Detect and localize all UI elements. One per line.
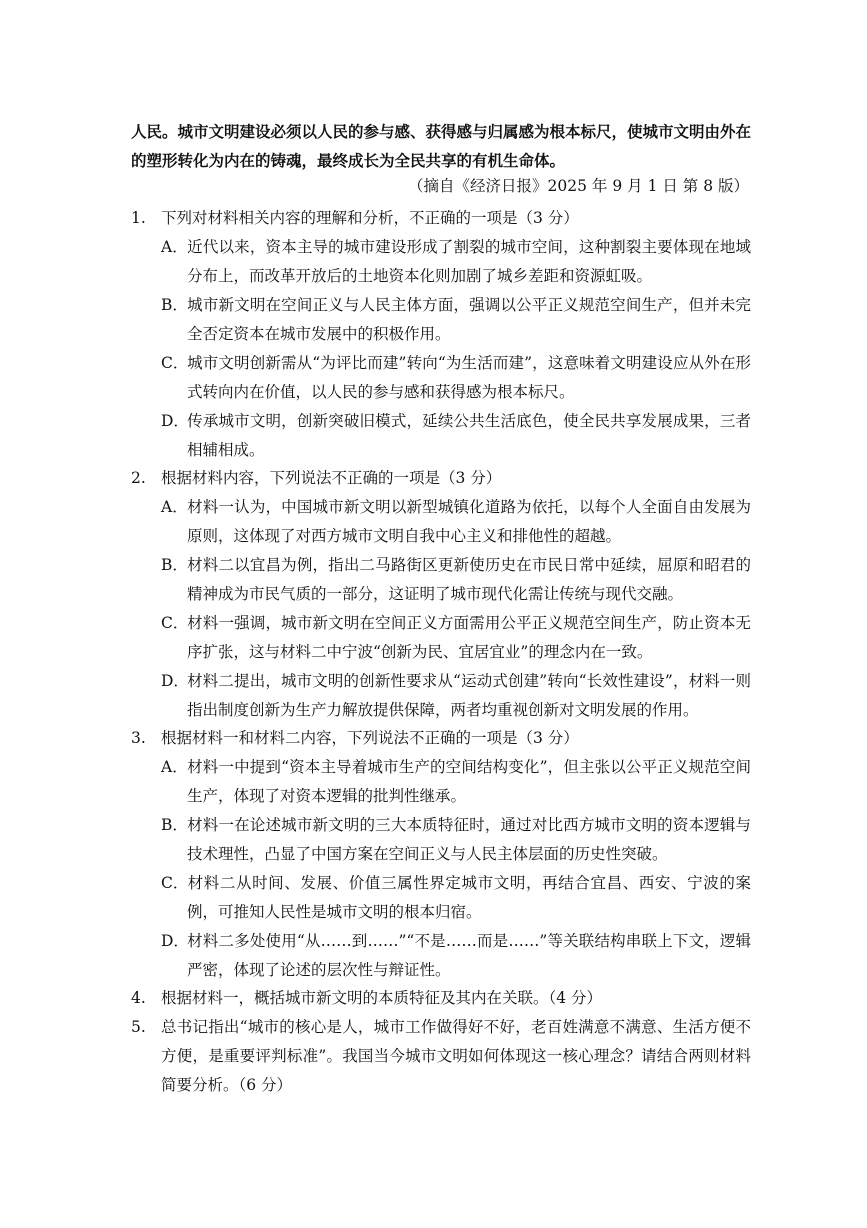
question-stem: 根据材料内容，下列说法不正确的一项是（3 分） bbox=[161, 469, 502, 487]
option-text: 近代以来，资本主导的城市建设形成了割裂的城市空间，这种割裂主要体现在地域分布上，而改革开放后的土地资本化则加剧了城乡差距和资源虹吸。 bbox=[187, 238, 751, 285]
option-letter: A． bbox=[161, 758, 188, 776]
option-text: 城市文明创新需从“为评比而建”转向“为生活而建”，这意味着文明建设应从外在形式转向内在价值，以人民的参与感和获得感为根本标尺。 bbox=[187, 354, 751, 401]
option-text: 材料二以宜昌为例，指出二马路街区更新使历史在市民日常中延续，屈原和昭君的精神成为市民气质的一部分，这证明了城市现代化需让传统与现代交融。 bbox=[187, 556, 751, 603]
option-c bbox=[161, 869, 751, 927]
question-3 bbox=[131, 724, 751, 985]
option-letter: A． bbox=[161, 238, 188, 256]
option-d bbox=[161, 407, 751, 465]
question-5 bbox=[131, 1013, 751, 1100]
option-letter: D． bbox=[161, 932, 189, 950]
option-letter: C． bbox=[161, 874, 189, 892]
source-citation: （摘自《经济日报》2025 年 9 月 1 日 第 8 版） bbox=[408, 177, 749, 195]
option-text: 材料一认为，中国城市新文明以新型城镇化道路为依托，以每个人全面自由发展为原则，这体现了对西方城市文明自我中心主义和排他性的超越。 bbox=[187, 498, 751, 545]
question-stem: 根据材料一，概括城市新文明的本质特征及其内在关联。（4 分） bbox=[161, 989, 603, 1007]
option-letter: D． bbox=[161, 412, 189, 430]
question-number: 2. bbox=[131, 469, 146, 487]
option-b bbox=[161, 551, 751, 609]
question-number: 1. bbox=[131, 209, 146, 227]
option-c bbox=[161, 609, 751, 667]
option-c bbox=[161, 349, 751, 407]
option-b bbox=[161, 811, 751, 869]
option-letter: B． bbox=[161, 816, 188, 834]
option-letter: B． bbox=[161, 296, 188, 314]
question-1 bbox=[131, 204, 751, 465]
option-letter: B． bbox=[161, 556, 188, 574]
question-2 bbox=[131, 464, 751, 725]
option-letter: A． bbox=[161, 498, 188, 516]
option-text: 材料二提出，城市文明的创新性要求从“运动式创建”转向“长效性建设”，材料一则指出制度创新为生产力解放提供保障，两者均重视创新对文明发展的作用。 bbox=[187, 672, 751, 719]
passage-text: 人民。城市文明建设必须以人民的参与感、获得感与归属感为根本标尺，使城市文明由外在的塑形转化为内在的铸魂，最终成长为全民共享的有机生命体。 bbox=[131, 123, 752, 170]
option-d bbox=[161, 927, 751, 985]
option-text: 材料一在论述城市新文明的三大本质特征时，通过对比西方城市文明的资本逻辑与技术理性，凸显了中国方案在空间正义与人民主体层面的历史性突破。 bbox=[187, 816, 751, 863]
passage-tail bbox=[131, 118, 751, 176]
question-number: 4. bbox=[131, 989, 146, 1007]
question-4 bbox=[131, 984, 751, 1013]
question-number: 5. bbox=[131, 1018, 146, 1036]
option-text: 材料二多处使用“从……到……”“不是……而是……”等关联结构串联上下文，逻辑严密，体现了论述的层次性与辩证性。 bbox=[187, 932, 751, 979]
option-letter: D． bbox=[161, 672, 189, 690]
option-text: 材料二从时间、发展、价值三属性界定城市文明，再结合宜昌、西安、宁波的案例，可推知人民性是城市文明的根本归宿。 bbox=[187, 874, 751, 921]
question-stem: 下列对材料相关内容的理解和分析，不正确的一项是（3 分） bbox=[161, 209, 579, 227]
option-a bbox=[161, 493, 751, 551]
option-text: 传承城市文明，创新突破旧模式，延续公共生活底色，使全民共享发展成果，三者相辅相成。 bbox=[187, 412, 751, 459]
option-text: 城市新文明在空间正义与人民主体方面，强调以公平正义规范空间生产，但并未完全否定资本在城市发展中的积极作用。 bbox=[187, 296, 751, 343]
question-stem: 总书记指出“城市的核心是人，城市工作做得好不好，老百姓满意不满意、生活方便不方便，是重要评判标准”。我国当今城市文明如何体现这一核心理念？请结合两则材料简要分析。（6 分） bbox=[161, 1018, 751, 1094]
question-stem: 根据材料一和材料二内容，下列说法不正确的一项是（3 分） bbox=[161, 729, 579, 747]
option-letter: C． bbox=[161, 354, 189, 372]
option-text: 材料一中提到“资本主导着城市生产的空间结构变化”，但主张以公平正义规范空间生产，体现了对资本逻辑的批判性继承。 bbox=[187, 758, 751, 805]
option-d bbox=[161, 667, 751, 725]
question-number: 3. bbox=[131, 729, 146, 747]
option-a bbox=[161, 753, 751, 811]
option-text: 材料一强调，城市新文明在空间正义方面需用公平正义规范空间生产，防止资本无序扩张，这与材料二中宁波“创新为民、宜居宜业”的理念内在一致。 bbox=[187, 614, 751, 661]
option-letter: C． bbox=[161, 614, 189, 632]
option-b bbox=[161, 291, 751, 349]
option-a bbox=[161, 233, 751, 291]
